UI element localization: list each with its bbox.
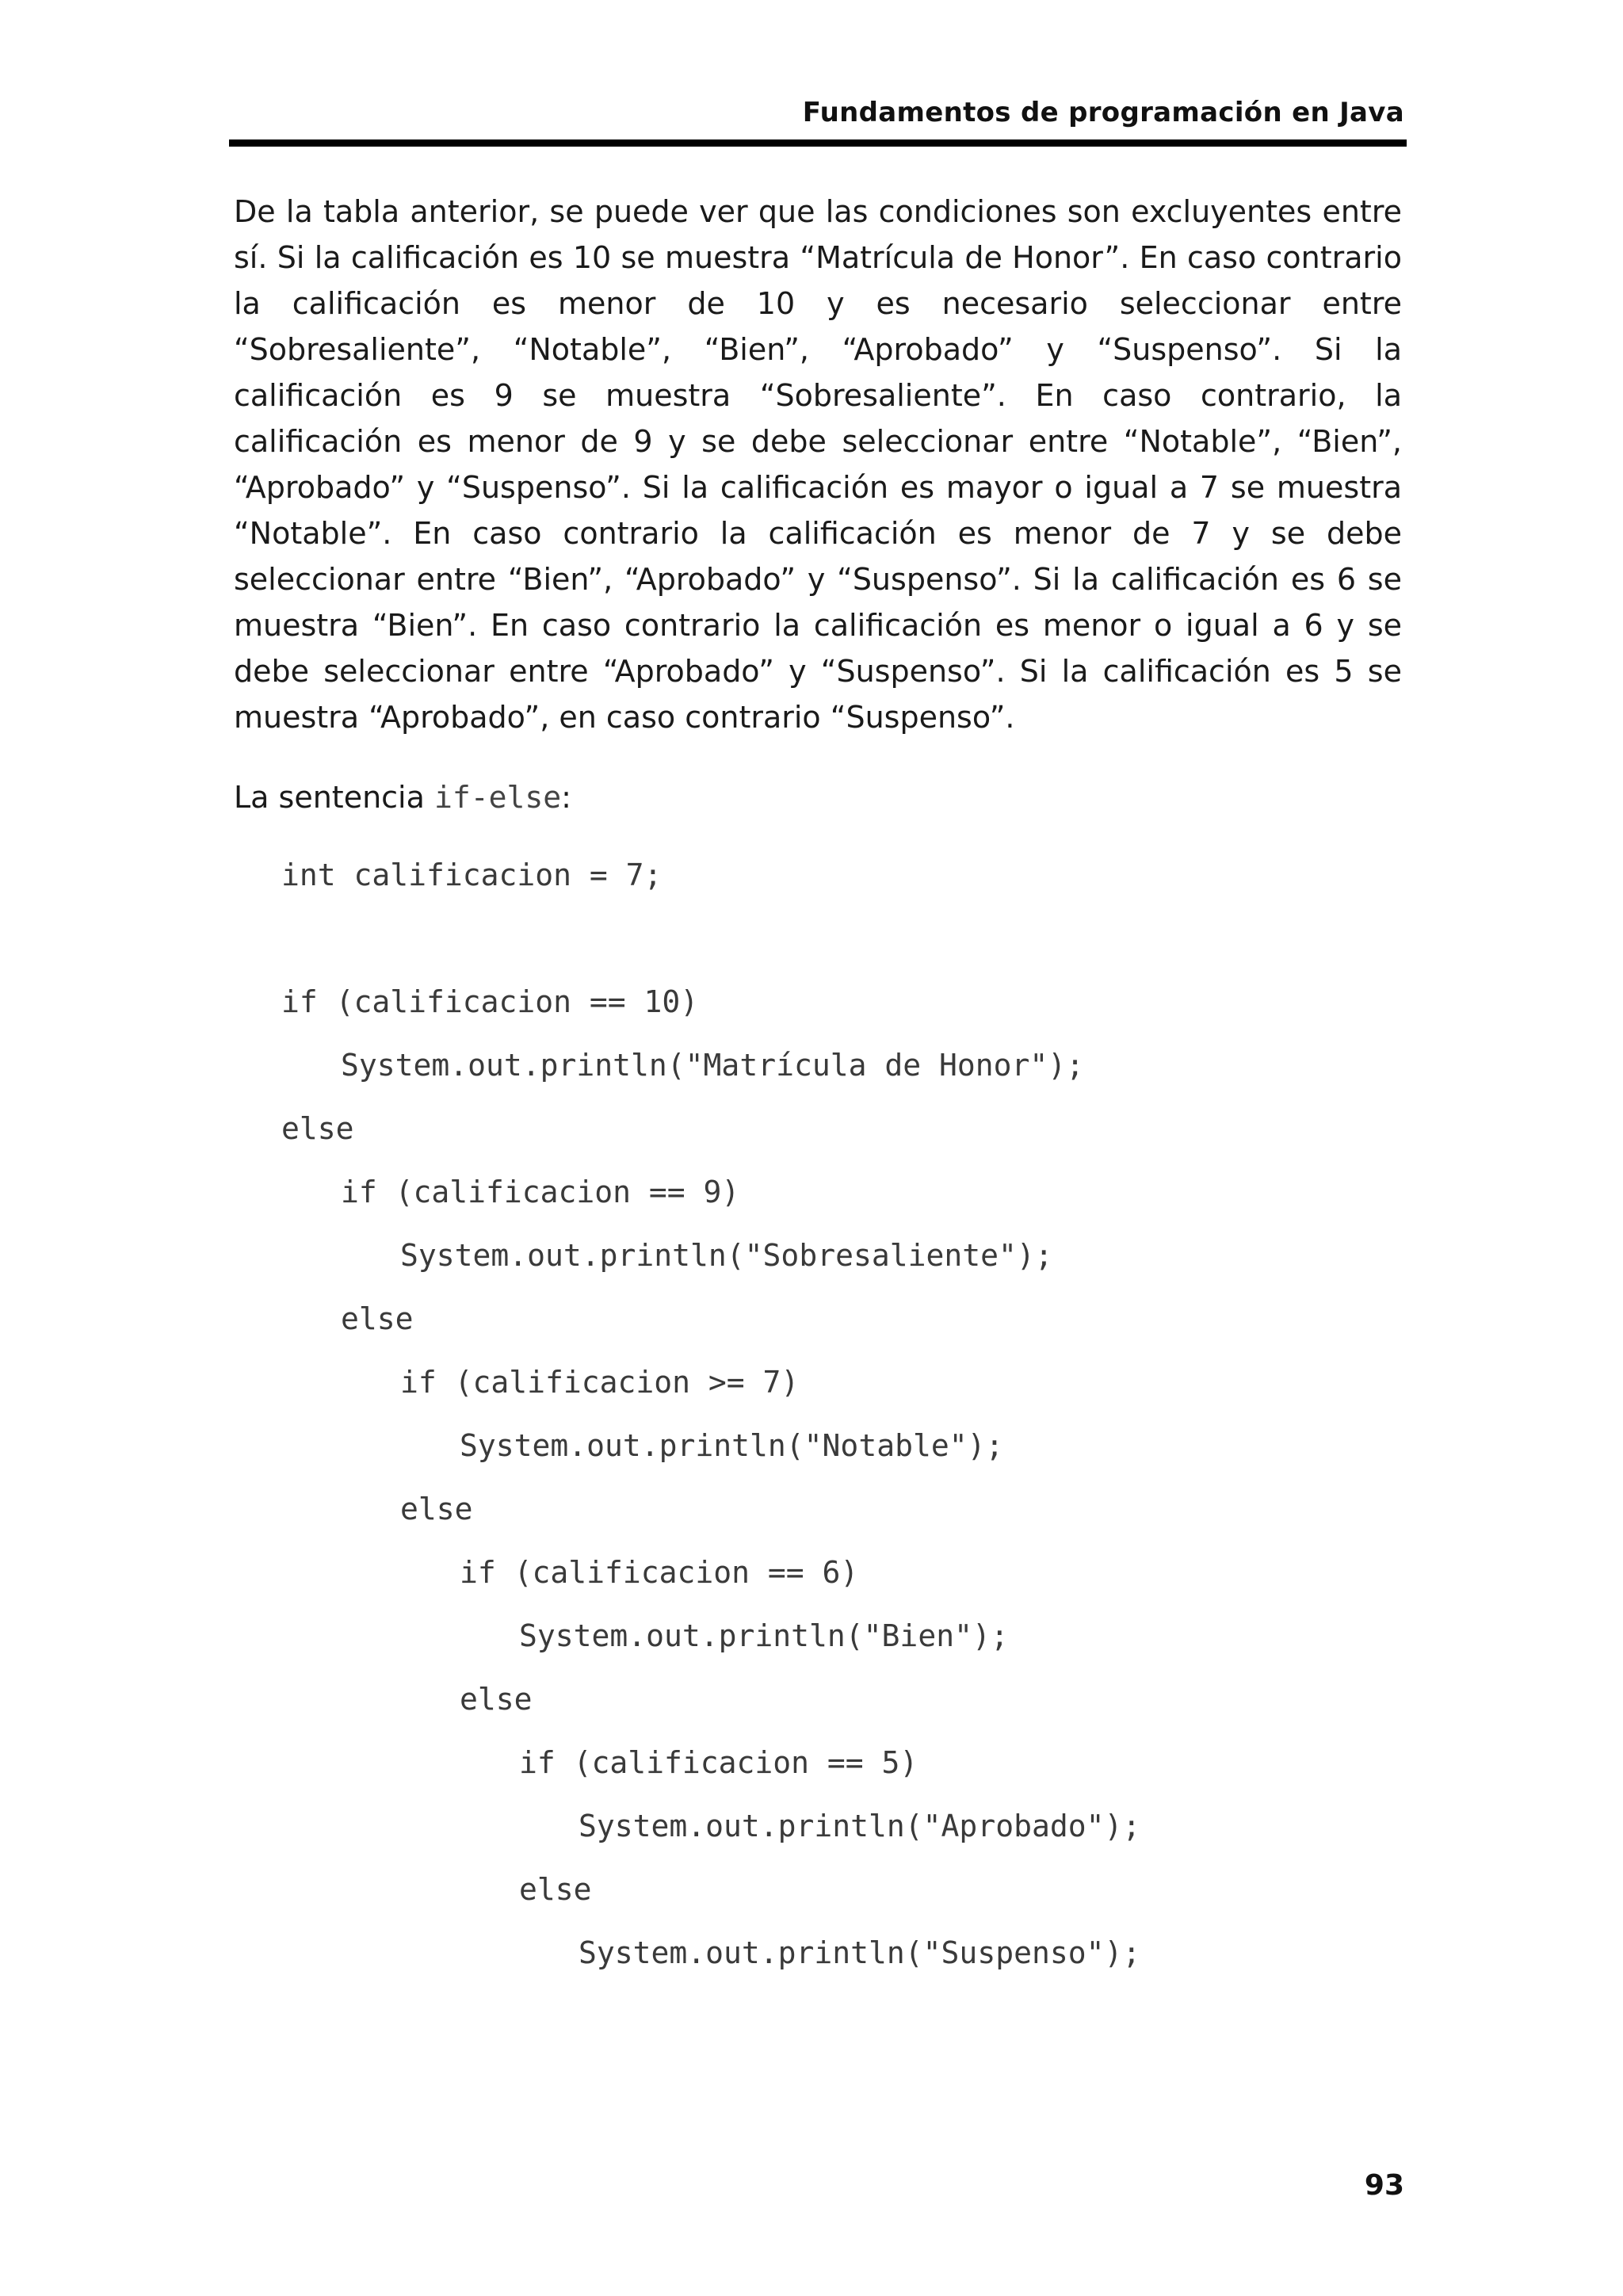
code-line: System.out.println("Suspenso");	[579, 1935, 1141, 1970]
code-line: else	[400, 1492, 473, 1526]
code-line: System.out.println("Bien");	[519, 1618, 1009, 1653]
code-line: else	[519, 1872, 592, 1907]
body-paragraph: De la tabla anterior, se puede ver que las condiciones son excluyentes entre sí. Si la calificación es 10 se muestra “Matrícula de Honor”. En caso contrario la calificación es menor de 10 y es necesario seleccionar entre “Sobresaliente”, “Notable”, “Bien”, “Aprobado” y “Suspenso”. Si la calificación es 9 se muestra “Sobresaliente”. En caso contrario, la calificación es menor de 9 y se debe seleccionar entre “Notable”, “Bien”, “Aprobado” y “Suspenso”. Si la calificación es mayor o igual a 7 se muestra “Notable”. En caso contrario la calificación es menor de 7 y se debe seleccionar entre “Bien”, “Aprobado” y “Suspenso”. Si la calificación es 6 se muestra “Bien”. En caso contrario la calificación es menor o igual a 6 y se debe seleccionar entre “Aprobado” y “Suspenso”. Si la calificación es 5 se muestra “Aprobado”, en caso contrario “Suspenso”.	[234, 194, 1402, 735]
header-rule	[229, 139, 1407, 147]
code-intro-colon: :	[561, 780, 571, 815]
code-line: if (calificacion == 5)	[519, 1745, 918, 1780]
code-line: else	[341, 1301, 414, 1336]
code-intro-text: La sentencia	[234, 780, 434, 815]
code-line: if (calificacion == 9)	[341, 1175, 740, 1209]
code-line: else	[460, 1682, 533, 1717]
code-line: System.out.println("Aprobado");	[579, 1809, 1141, 1843]
code-line: System.out.println("Notable");	[460, 1428, 1004, 1463]
running-header-title: Fundamentos de programación en Java	[802, 97, 1404, 128]
code-intro-line	[234, 774, 571, 820]
code-line: System.out.println("Sobresaliente");	[400, 1238, 1053, 1273]
code-line: if (calificacion == 10)	[281, 984, 699, 1019]
code-line: else	[281, 1111, 354, 1146]
code-line: System.out.println("Matrícula de Honor");	[341, 1048, 1084, 1083]
page-number: 93	[1364, 2169, 1404, 2202]
code-line: if (calificacion == 6)	[460, 1555, 859, 1590]
code-line: if (calificacion >= 7)	[400, 1365, 800, 1400]
code-line: int calificacion = 7;	[281, 858, 663, 892]
inline-code-keyword: if-else	[433, 780, 562, 815]
